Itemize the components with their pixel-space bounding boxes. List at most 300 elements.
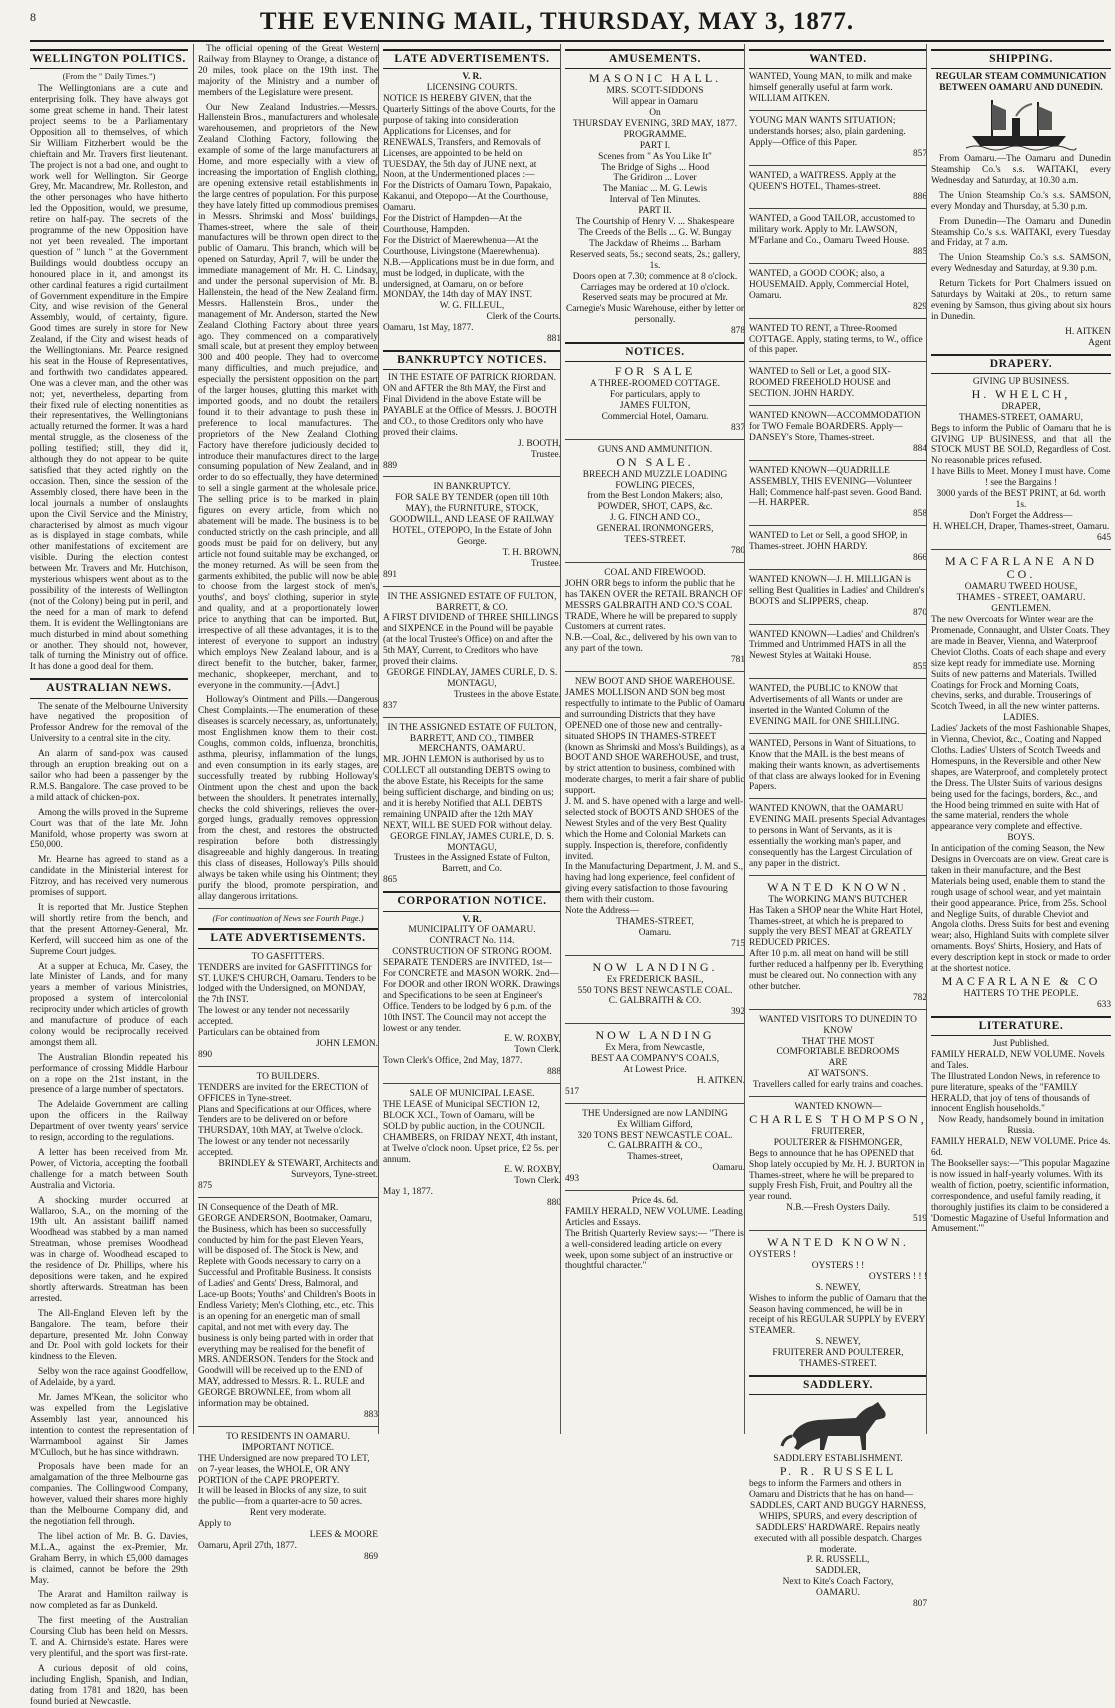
ad-signature: Agent [1088,337,1111,348]
ad-bootmaker-business [198,1203,378,1421]
ad-text: Just Published. [992,1039,1050,1050]
ad-signature: E. W. ROXBY, [504,1165,561,1176]
ad-number: 866 [912,553,927,564]
ad-text: YOUNG MAN WANTS SITUATION; understands horses; also, plain gardening. Apply—Office of this Paper. [749,116,906,148]
divider [749,798,927,799]
ad-bankruptcy [383,482,561,580]
ad-title: GIVING UP BUSINESS. [972,376,1070,387]
ad-title: LICENSING COURTS. [426,83,518,94]
ad-number: 781 [730,655,745,666]
ad-text: Ladies' Jackets of the most Fashionable Shapes, in Vienna, Cheviot, &c., Coating and Napped Cloths. Ladies' Ulsters of Scotch Tweeds and Homespuns, in the Reversible and other New shapes, are Waterproof, and completely protect the Dress. The Ulster Suits of various designs being used for the facings, borders, &c., and the Hood being trimmed en suite with Hat of the same material, renders the whole appearance very complete and effective. [931,724,1111,833]
ad-title: SALE OF MUNICIPAL LEASE. [409,1089,535,1100]
section-heading-australian: AUSTRALIAN NEWS. [30,678,188,698]
ad-signature: Town Clerk. [514,1045,561,1056]
column-3 [378,44,565,1434]
ad-text: FOR SALE BY TENDER (open till 10th MAY), the FURNITURE, STOCK, GOODWILL, AND LEASE OF RAILWAY HOTEL, OTEPOPO, In the Estate of John George. [389,493,555,547]
merchant-name: H. WHELCH, [971,386,1071,401]
ad-text: Price 4s. 6d. [631,1196,679,1207]
ad-text: WANTED to Let or Sell, a good SHOP, in Thames-street. JOHN HARDY. [749,531,908,553]
ad-text: WANTED, a WAITRESS. Apply at the QUEEN'S HOTEL, Thames-street. [749,170,896,192]
divider [383,476,561,477]
ad-text: OYSTERS ! ! ! [868,1271,927,1282]
ad-text: Oamaru. [712,1163,745,1174]
page-mark: 8 [30,10,36,24]
ad-text: In the Manufacturing Department, J. M. and S., having had long experience, feel confident of giving every satisfaction to those favouring them with their custom. [565,862,744,906]
divider [749,165,927,166]
ad-title: MACFARLANE AND CO. [944,553,1098,582]
ad-text: The new Overcoats for Winter wear are the Promenade, Connaught, and Ulster Coats. They are made in Beaver, Vienna, and Waterproof Cheviot Cloths. Coats of each shape and every size kept ready for immediate use. Morning Suits of new patterns and Materials. Twilled Coatings for Frock and Morning Coats, chevins, serks, and durable. Trouserings of Scotch Tweed, in all the new winter patterns. [931,615,1110,713]
ad-number: 519 [912,1214,927,1225]
section-heading-saddlery: SADDLERY. [749,1375,927,1395]
royal-vr: V. R. [462,914,482,925]
ad-text: Particulars can be obtained from [198,1028,320,1039]
wanted-ad [749,214,927,258]
ad-number: 891 [383,569,398,580]
divider [749,678,927,679]
ad-text: Begs to inform the Public of Oamaru that he is GIVING UP BUSINESS, and that all the STOCK MUST BE SOLD, Regardless of Cost. No reasonable prices refused. [931,423,1111,467]
ad-oysters [749,1236,927,1370]
section-heading-literature: LITERATURE. [931,1016,1111,1036]
ad-number: 889 [383,460,398,471]
ad-title: COAL AND FIREWOOD. [604,567,706,578]
ad-bankruptcy [383,592,561,712]
ad-coal-firewood [565,568,745,666]
ad-text: POWDER, SHOT, CAPS, &c. [597,502,713,513]
ad-number: 855 [912,662,927,673]
ad-title: WANTED VISITORS TO DUNEDIN TO KNOW [759,1014,917,1036]
section-heading-bankruptcy: BANKRUPTCY NOTICES. [383,350,561,370]
ad-number: 517 [565,1086,580,1097]
ad-text: The Illustrated London News, in reference to pure literature, speaks of the "FAMILY HERALD, that joy of tens of thousands of innocent English households." [931,1071,1100,1115]
column-6 [926,44,1115,1434]
ad-saddlery [749,1454,927,1610]
steamship-icon [966,96,1076,152]
programme-item: The Gridiron ... Lover [613,173,697,184]
ad-title: FAMILY HERALD, NEW VOLUME. Leading Articles and Essays. [565,1206,743,1228]
ad-signature: OAMARU. [815,1588,860,1599]
source-line: (From the " Daily Times.") [62,71,156,82]
ad-cottage-sale [565,365,745,433]
ad-signature: BRINDLEY & STEWART, Architects and Surveyors, Tyne-street. [218,1159,378,1180]
ad-title: IN THE ESTATE OF PATRICK RIORDAN. [387,373,556,384]
ad-literature [931,1039,1111,1235]
ad-date: Oamaru, April 27th, 1877. [198,1540,297,1551]
ad-title: FAMILY HERALD, NEW VOLUME. Novels and Tales. [931,1049,1105,1071]
ad-number: 837 [383,700,398,711]
ad-text: 3000 yards of the BEST PRINT, at 6d. worth 1s. [936,489,1106,510]
ad-number: 883 [363,1410,378,1421]
ad-macfarlane [931,555,1111,1011]
ad-text: Reserved seats may be procured at Mr. Carnegie's Music Warehouse, either by letter or personally. [565,293,745,326]
ad-text: CONSTRUCTION OF STRONG ROOM. [392,947,552,958]
ad-number: 392 [730,1007,745,1018]
continuation-note: (For continuation of News see Fourth Page.) [212,913,364,923]
ad-text: Carriages may be ordered at 10 o'clock. [580,282,730,293]
divider [383,586,561,587]
ad-signature: GEORGE FINDLAY, JAMES CURLE, D. S. MONTAGU, [386,667,558,689]
ad-text: N.B.—Fresh Oysters Daily. [786,1203,890,1214]
divider [749,875,927,876]
ad-text: SEPARATE TENDERS are INVITED, 1st—For CONCRETE and MASON WORK. 2nd—For DOOR and other IRON WORK. Drawings and Specifications to be seen at Engineer's Office. Tenders to be lodged by 6 p.m. of the 10th INST. The Council may not accept the lowest or any tender. [383,958,560,1034]
ad-text: WANTED KNOWN—ACCOMMODATION for TWO Female BOARDERS. Apply—DANSEY's Store, Thames-street. [749,411,921,443]
divider [749,208,927,209]
wanted-ad [749,411,927,455]
divider [749,569,927,570]
ad-text: THAMES-STREET, [616,917,694,927]
ad-text: PROGRAMME. [623,129,687,140]
ad-signature: THAMES-STREET. [799,1359,877,1370]
ad-text: THE Undersigned are now prepared TO LET, on 7-year leases, the WHOLE, OR ANY PORTION of the CAPE PROPERTY. [198,1453,370,1486]
ad-title: FOR SALE [614,364,696,379]
ad-title: TO GASFITTERS. [251,951,325,962]
ad-text: The Bookseller says:—"This popular Magazine is now issued in half-yearly volumes. With its wealth of fiction, poetry, scientific information, correspondence, and useful family reading, it thoroughly justifies its claim to be considered a 'Domestic Magazine of Useful Information and Amusement.'" [931,1159,1110,1235]
ad-title: WANTED KNOWN. [767,1235,909,1250]
event-date: THURSDAY EVENING, 3RD MAY, 1877. [572,118,738,129]
ad-title: GUNS AND AMMUNITION. [597,444,713,455]
wanted-ad [749,171,927,204]
ad-municipal-lease [383,1089,561,1209]
ad-signature: Trustees in the above Estate. [453,689,561,700]
wanted-ad [749,72,927,105]
divider [749,110,927,111]
column-5 [744,44,931,1610]
ad-text: ARE [828,1058,848,1069]
ad-text: Ex Mera, from Newcastle, [605,1043,705,1054]
ad-signature: SADDLER, [815,1566,861,1577]
ad-text: C. GALBRAITH & CO. [608,996,702,1007]
ad-now-landing [565,1029,745,1097]
ad-title: TO RESIDENTS IN OAMARU. [226,1431,350,1442]
divider [565,562,745,563]
wanted-ad [749,466,927,521]
merchant-name: CHARLES THOMPSON, [749,1112,927,1127]
ad-number: 645 [1096,532,1111,543]
ad-bankruptcy [383,723,561,887]
ad-text: 320 TONS BEST NEWCASTLE COAL. [577,1130,733,1141]
divider [749,525,927,526]
ad-text: Ex William Gifford, [617,1119,693,1130]
ad-text: H. WHELCH, Draper, Thames-street, Oamaru. [932,521,1110,532]
ad-text: NOTICE IS HEREBY GIVEN, that the Quarterly Sittings of the above Courts, for the purpose of taking into consideration Applications for Licenses, and for RENEWALS, Transfers, and Removals of Licenses, are appointed to be held on TUESDAY, the 5th day of JUNE next, at Noon, at the Undermentioned places :— [383,94,556,181]
ad-text: THAT THE MOST [801,1036,875,1047]
divider [198,1197,378,1198]
section-heading-drapery: DRAPERY. [931,354,1111,374]
ad-text: OYSTERS ! [749,1249,797,1260]
ad-title: REGULAR STEAM COMMUNICATION BETWEEN OAMARU AND DUNEDIN. [935,72,1107,94]
news-item: A curious deposit of old coins, including English, Spanish, and Indian, dating from 1781 and 1820, has been found buried at Newcastle. [30,1663,188,1707]
news-item: A shocking murder occurred at Wallaroo, S.A., on the morning of the 19th ult. An assistant bailiff named Woodhead was stabbed by a man named Streatman, whose premises Woodhead was in charge of. Woodhead escaped to the residence of Dr. Phillips, where his depositions were taken, and he expired shortly afterwards. Streatman has been arrested. [30,1195,188,1304]
ad-signature: S. NEWEY, [815,1337,861,1348]
ad-title: THE Undersigned are now LANDING [582,1108,728,1119]
ad-number: 884 [912,443,927,454]
ad-text: ON SALE. [616,454,694,469]
ad-title: NEW BOOT AND SHOE WAREHOUSE. [574,677,736,688]
ad-text: IMPORTANT NOTICE. [241,1442,335,1453]
section-heading-late-ads: LATE ADVERTISEMENTS. [198,928,378,948]
royal-vr: V. R. [462,72,482,83]
news-item: An alarm of sand-pox was caused through an eruption breaking out on a sailor who had been a passenger by the R.M.S. Bangalore. The case proved to be a mild attack of chicken-pox. [30,749,188,803]
news-item: At a supper at Echuca, Mr. Casey, the late Minister of Lands, and for many years a member of various Ministries, proposed a system of intercolonial reciprocity under which articles of growth and manufacture of produce of each colony would be reciprocally received amongst them all. [30,961,189,1048]
ad-text: WANTED KNOWN—Ladies' and Children's Trimmed and Untrimmed HATS in all the Newest Styles at Waitaki House. [749,629,920,662]
ad-text: Don't Forget the Address— [969,510,1073,521]
ad-text: Has Taken a SHOP near the White Hart Hotel, Thames-street, at which he is prepared to supply the very BEST MEAT at GREATLY REDUCED PRICES. [749,905,923,949]
divider [931,549,1111,550]
ad-text: Thames-street, [627,1152,683,1163]
ad-signature: Trustee. [530,449,561,460]
ad-text: The WORKING MAN'S BUTCHER [768,894,908,905]
ad-text: Wishes to inform the public of Oamaru that the Season having commenced, he will be in receipt of his REGULAR SUPPLY by EVERY STEAMER. [749,1293,927,1337]
ad-text: JAMES MOLLISON AND SON beg most respectfully to intimate to the Public of Oamaru and surrounding Districts that they have OPENED one of those new and centrally-situated SHOPS IN THAMES-STREET (known as Shrimski and Moss's Buildings), as a BOOT AND SHOE WAREHOUSE, and trust, by strict attention to business, combined with moderate charges, to merit a fair share of public support. [565,687,745,797]
news-item: The first meeting of the Australian Coursing Club has been held on Messrs. T. and A. Chirnside's estate. Hares were very plentiful, and the sport was first-rate. [30,1616,188,1659]
divider [565,671,745,672]
ad-date: Oamaru, 1st May, 1877. [383,323,474,334]
ad-text: Doors open at 7.30; commence at 8 o'clock. [572,271,738,282]
ad-text: WANTED TO RENT, a Three-Roomed COTTAGE. Apply, stating terms, to W., office of this paper. [749,323,923,356]
ad-number: 870 [912,607,927,618]
ad-masonic-hall [565,72,745,337]
programme-item: The Jackdaw of Rheims ... Barham [589,238,721,249]
divider [749,1096,927,1097]
ad-signature: H. AITKEN [1065,326,1111,337]
ad-text: TENDERS are invited for the ERECTION of OFFICES in Tyne-street. [198,1082,369,1104]
ad-text: The lowest or any tender not necessarily accepted. [198,1137,350,1159]
ad-text: THAMES - STREET, OAMARU. [956,593,1086,604]
ad-signature: P. R. RUSSELL, [806,1555,870,1566]
divider [198,1066,378,1067]
ad-title: FAMILY HERALD, NEW VOLUME. Price 4s. 6d. [931,1137,1111,1159]
schedule-line: From Oamaru.—The Oamaru and Dunedin Steamship Co.'s s.s. WAITAKI, every Wednesday and Saturday, at 10.30 a.m. [931,154,1111,186]
ad-residents [198,1432,378,1563]
ad-text: H. AITKEN. [696,1075,745,1086]
divider [565,439,745,440]
ad-text: It will be leased in Blocks of any size, to suit the public—from a quarter-acre to 50 acres. [198,1486,367,1508]
wanted-ad [749,531,927,564]
divider [749,405,927,406]
ad-butcher [749,881,927,1004]
programme-item: The Bridge of Sighs ... Hood [600,162,710,173]
ad-number: 888 [546,1067,561,1078]
news-item: The All-England Eleven left by the Bangalore. The team, before their departure, presented Mr. John Conway and Dr. Pool with gold lockets for their kindness to the Eleven. [30,1308,188,1363]
ad-text: Travellers called for early trains and coaches. [752,1080,924,1091]
ad-licensing [383,94,561,345]
ad-family-herald [565,1196,745,1272]
section-heading-corporation: CORPORATION NOTICE. [383,891,561,911]
ad-number: 881 [546,334,561,345]
ad-whelch [931,377,1111,544]
divider [565,1023,745,1024]
ad-text: TENDERS are invited for GASFITTINGS for ST. LUKE'S CHURCH, Oamaru. Tenders to be lodged with the Undersigned, on MONDAY, the 7th INST. [198,962,377,1006]
ad-charles-thompson [749,1102,927,1225]
ad-title: NOW LANDING. [592,959,718,974]
ad-text: ON and AFTER the 8th MAY, the First and Final Dividend in the above Estate will be PAYABLE at the Office of Messrs. J. BOOTH and CO., to those Creditors only who have proved their claims. [383,384,557,438]
ad-text: For the District of Hampden—At the Courthouse, Hampden. [383,214,522,236]
ad-text: SADDLES, CART AND BUGGY HARNESS, WHIPS, SPURS, and every description of SADDLERS' HARDWARE. Repairs neatly executed with all possible despatch. Charges moderate. [749,1500,927,1555]
masthead-rule [30,40,1104,42]
ad-signature: Next to Kite's Coach Factory, [782,1577,894,1588]
ad-number: 875 [198,1180,213,1191]
wanted-ad [749,630,927,674]
divider [383,1083,561,1084]
newspaper-title: THE EVENING MAIL, THURSDAY, MAY 3, 1877. [259,8,855,35]
wanted-ad [749,324,927,357]
ad-signature: GEORGE FINLAY, JAMES CURLE, D. S. MONTAGU, [390,831,554,853]
ad-text: Rent very moderate. [249,1508,327,1519]
divider [749,733,927,734]
divider [749,460,927,461]
ad-number: 869 [363,1551,378,1562]
merchant-name: P. R. RUSSELL [779,1464,897,1479]
ad-text: CONTRACT No. 114. [429,936,515,947]
ad-text: Interval of Ten Minutes. [609,195,701,206]
column-4 [560,44,749,1434]
ad-text: JOHN ORR begs to inform the public that he has TAKEN OVER the RETAIL BRANCH OF MESSRS GALBRAITH AND CO.'S COAL TRADE, Where he will be prepared to supply Customers at current rates. [565,578,743,633]
ad-text: Begs to announce that he has OPENED that Shop lately occupied by Mr. H. J. BURTON in Thames-street, where he will be prepared to supply Fresh Fish, Fruit, and Poultry all the year round. [749,1148,925,1203]
ad-text: JAMES FULTON, [619,401,691,412]
ad-title: IN BANKRUPTCY. [433,482,511,493]
ad-number: 780 [730,546,745,556]
column-2 [193,44,382,1562]
ad-text: The British Quarterly Review says:— "There is a well-considered leading article on every week, upon some subject of an instructive or thoughtful character." [565,1228,744,1272]
news-item: It is reported that Mr. Justice Stephen will shortly retire from the bench, and that the present Attorney-General, Mr. Kerferd, will succeed him as one of the Supreme Court judges. [30,902,188,957]
ad-text: 550 TONS BEST NEWCASTLE COAL. [577,985,733,996]
ad-signature: FRUITERER AND POULTERER, [772,1348,904,1359]
ad-signature: Clerk of the Courts. [486,312,561,323]
ad-text: J. G. FINCH AND CO., [609,513,701,524]
section-heading-late-ads: LATE ADVERTISEMENTS. [383,49,561,69]
ad-signature: Town Clerk. [514,1176,561,1187]
news-item: Proposals have been made for an amalgamation of the three Melbourne gas companies. The Collingwood Company, however, valued their shares more highly than the Melbourne Company did, and the negotiation fell through. [30,1462,188,1527]
divider [749,1009,927,1010]
ad-title: SADDLERY ESTABLISHMENT. [773,1454,903,1465]
ad-subheading: LADIES. [1003,713,1039,724]
divider [565,955,745,956]
ad-text: OYSTERS ! ! [811,1260,865,1271]
ad-number: 885 [912,247,927,258]
section-heading-wanted: WANTED. [749,49,927,69]
ad-title: TO BUILDERS. [256,1071,320,1082]
ad-text: WANTED, Persons in Want of Situations, to Know that the MAIL is the best means of making their wants known, as advertisements of that class are always looked for in Evening Papers. [749,738,921,793]
ad-text: WANTED, Young MAN, to milk and make himself generally useful at farm work. WILLIAM AITKEN. [749,72,912,105]
news-item: The official opening of the Great Western Railway from Blayney to Orange, a distance of 20 miles, took place on the 19th inst. The majority of the Ministry and a number of members of the Legislature were present. [198,44,378,98]
ad-text: PART I. [639,140,671,151]
wanted-ad [749,269,927,313]
ad-signature: W. G. FILLEUL, [439,301,505,312]
merchant-name: S. NEWEY, [815,1282,861,1293]
ad-date: May 1, 1877. [383,1187,433,1198]
programme-item: The Courtship of Henry V. ... Shakespeare [575,217,735,228]
ad-number: 633 [1096,999,1111,1010]
ad-subheading: GENTLEMEN. [991,604,1051,615]
ad-signature: Trustees in the Assigned Estate of Fulton, Barrett, and Co. [393,853,551,875]
news-item: Mr. James M'Kean, the solicitor who was expelled from the Legislative Assembly last year, announced his intention to contest the representation of Warrnambool against Sir James M'Culloch, but he has since withdrawn. [30,1393,188,1458]
news-item: The Australian Blondin repeated his performance of crossing Middle Harbour on a rope on the 21st instant, in the presence of a large number of spectators. [30,1052,188,1096]
ad-number: 493 [565,1174,580,1185]
ad-number: 890 [198,1049,213,1060]
ad-text: Oamaru. [638,927,672,938]
ad-text: begs to inform the Farmers and others in Oamaru and Districts that he has on hand— [749,1479,914,1500]
masthead [0,0,1114,38]
ad-text: Plans and Specifications at our Offices, where Tenders are to be delivered on or before THURSDAY, 10th MAY, at Twelve o'clock. [198,1104,371,1137]
schedule-line: The Union Steamship Co.'s s.s. SAMSON, every Wednesday and Saturday, at 9.30 p.m. [931,253,1111,275]
ad-text: After 10 p.m. all meat on hand will be still further reduced a halfpenny per lb. Everything must be cleared out. No connection with any other butcher. [749,949,924,992]
programme-item: The Creeds of the Bells ... G. W. Bungay [578,228,732,239]
ad-text: WANTED, a Good TAILOR, accustomed to military work. Apply to Mr. LAWSON, M'Farlane and Co., Oamaru Tweed House. [749,214,915,247]
section-heading-wellington: WELLINGTON POLITICS. [30,49,188,69]
divider [749,624,927,625]
news-item: The libel action of Mr. B. G. Davies, M.L.A., against the ex-Premier, Mr. Graham Berry, in which £5,000 damages is claimed, cannot be before the 29th May. [30,1531,188,1586]
ad-signature: E. W. ROXBY, [504,1034,561,1045]
ad-coal-landing [565,1109,745,1185]
ad-title: WANTED KNOWN— [794,1102,882,1113]
divider [749,361,927,362]
wanted-ad [749,116,927,160]
ad-text: MR. JOHN LEMON is authorised by us to COLLECT all outstanding DEBTS owing to the above Estate, his Receipts for the same being sufficient discharge, and binding on us; and it is hereby Notified that ALL DEBTS remaining UNPAID after the 12th MAY NEXT, WILL BE SUED FOR without delay. [383,755,554,831]
ad-text: WANTED to Sell or Let, a good SIX-ROOMED FREEHOLD HOUSE and SECTION. JOHN HARDY. [749,367,891,400]
ad-text: POULTERER & FISHMONGER, [773,1137,903,1148]
ad-title: MUNICIPALITY OF OAMARU. [408,925,536,936]
ad-text: Commercial Hotel, Oamaru. [601,412,709,423]
ad-text: PART II. [638,206,672,217]
ad-text: N.B.—Coal, &c., delivered by his own van to any part of the town. [565,633,737,655]
ad-text: AT WATSON'S. [807,1069,869,1080]
ad-text: THE LEASE of Municipal SECTION 12, BLOCK XCI., Town of Oamaru, will be SOLD by public auction, in the COUNCIL CHAMBERS, on FRIDAY NEXT, 4th instant, at Twelve o'clock noon. Upset price, £2 5s. per annum. [383,1100,559,1165]
ad-signature: HATTERS TO THE PEOPLE. [963,988,1079,999]
ad-signature: LEES & MOORE [309,1530,378,1541]
section-heading-shipping: SHIPPING. [931,49,1111,69]
ad-number: 865 [383,875,398,886]
ad-text: For particulars, apply to [609,390,701,401]
divider [383,717,561,718]
ad-number: 782 [912,992,927,1003]
ad-date: Town Clerk's Office, 2nd May, 1877. [383,1056,523,1067]
advertorial: Our New Zealand Industries.—Messrs. Hallenstein Bros., manufacturers and wholesale warehousemen, and proprietors of the New Zealand Clothing Factory, following the example of some of the large manufacturers at Home, and more especially with a view of increasing the importation of English clothing, are opening extensive retail establishments in the large centres of population. For this purpose they have lately fitted up commodious premises in Messrs. Shrimski and Moss' buildings, Thames-street, where the sale of their manufactures will be thrown open direct to the public of Oamaru. This branch, which will be opened on Saturday, April 7, will be under the immediate management of Mr. H. C. Lindsay, and under the personal supervision of Mr. B. Hallenstein, the head of the New Zealand firm. Messrs. Hallenstein Bros., under the management of Mr. Anderson, started the New Zealand Clothing Factory about three years ago. They commenced on a comparatively small scale, but at present they employ between 300 and 400 people. They had to overcome many difficulties, and much prejudice, and especially the persistent opposition on the part of the larger houses, glutting this market with imported goods, and no doubt the retailers found it to their advantage to push these in preference to local manufactures. The proprietors of the New Zealand Clothing Factory have therefore judiciously decided to introduce their manufactures direct to the large consuming population of New Zealand, and in order to do so effectually, they have determined to sell a single garment at the wholesale price. The selling price is to be marked in plain figures on every article, from which no abatement will be made. The business is to be conducted strictly on the cash principle, and all goods must be paid for on delivery, but any article not found suitable may be exchanged, or the money returned. As will be seen from the garments exhibited, the public will now be able to choose from the largest stock of men's, youths', and boys' clothing, superior in style and quality, and at a proportionately lower price to anything that can be imported. But, irrespective of all these advantages, it is to the interest of everyone to support an industry which employs New Zealand labour, and is a direct benefit to the butcher, baker, farmer, mechanic, shopkeeper, merchant, and to everyone in the community.—[Advt.] [198,102,378,691]
column-1 [30,44,192,1707]
news-item: The senate of the Melbourne University have negatived the proposition of Professor Andrew for the removal of the University to a central site in the city. [30,701,188,745]
ad-text: On [649,108,661,119]
horse-icon [778,1398,898,1454]
ad-builders [198,1072,378,1192]
ad-number: 886 [912,192,927,203]
news-item: The Ararat and Hamilton railway is now completed as far as Dunkeld. [30,1590,188,1612]
ad-text: from the Best London Makers; also, [587,491,723,502]
ad-number: 715 [730,938,745,949]
ad-text: TEES-STREET. [624,535,686,546]
news-item: Selby won the race against Goodfellow, of Adelaide, by a yard. [30,1367,188,1389]
ad-text: COMFORTABLE BEDROOMS [776,1047,900,1058]
ad-title: IN THE ASSIGNED ESTATE OF FULTON, BARRETT, AND CO., TIMBER MERCHANTS, OAMARU. [387,722,557,755]
ad-number: 829 [912,301,927,312]
schedule-line: The Union Steamship Co.'s s.s. SAMSON, every Monday and Thursday, at 5.30 p.m. [931,190,1111,212]
ad-signature: T. H. BROWN, [502,547,561,558]
ad-corporation [383,915,561,1079]
ad-text: J. M. and S. have opened with a large and well-selected stock of BOOTS AND SHOES of the Newest Styles and of the very Best Quality which the Home and Colonial Markets can supply. Inspection is, therefore, confidently invited. [565,797,744,862]
schedule-line: Return Tickets for Port Chalmers issued on Saturdays by Waitaki at 20s., to return same evening by Samson, thus giving about six hours in Dunedin. [931,279,1111,322]
programme-item: The Maniac ... M. G. Lewis [602,184,708,195]
wanted-ad [749,367,927,400]
article-paragraph: The Wellingtonians are a cute and enterprising folk. They have always got some great scheme in hand. Their latest project seems to be a Parliamentary Opposition all to themselves, of which Sir William Fitzherbert would be the chieftain and Mr. Travers first lieutenant. The project is not a bad one, and ought to work well for Wellington. Sir George Grey, Mr. Macandrew, Mr. Rolleston, and the other personages who have hitherto led the Opposition, would, we presume, retire on half-pay. The secrets of the programme of the new Opposition have not yet been revealed. The important question of " lunch " at the Government Buildings would doubtless occupy an honoured place in it, and amongst its other cardinal features a rigid curtailment of Government expenditure in the Empire City, and wise revision of the General Assembly, would, of certainty, figure. Good times are surely in store for New Zealand, if the City and wisest heads of the Wellingtonians. Mr. Pearce resigned his seat in the House of Representatives, and forthwith two candidates appeared. One was a clever man, and the other was not; yet, nevertheless, departing from their fixed rule of electing nonentities as their representatives, the Wellingtonians actually returned the former. It was a hard mental struggle, as the closeness of the polling testified; still, they did it, although they do not appear to be quite satisfied that they acted rightly on the occasion. Then, since the session of the Assembly closed, there have been in the local journals a number of onslaughts upon the Civil Service and the Ministry, characterised by almost as much vigour as is displayed in stage combats, while other manifestations of excitement are visible. During the election contest between Mr. Travers and Mr. Hutchison, mysterious whispers went about as to the possibility of the interests of Wellington (not of the Colony) being put in peril, and the need for a man of mark to defend them. It is evident the Wellingtonians are much disturbed in mind about something or another. They should not, however, talk of turning the Ministry out of office. It has done a good deal for them. [30,84,188,673]
ad-signature: JOHN LEMON. [316,1039,378,1050]
section-heading-notices: NOTICES. [565,342,745,362]
ad-text: Will appear in Oamaru [612,97,698,108]
ad-text: In anticipation of the coming Season, the New Designs in Overcoats are on view. Great care is taken in their manufacture, and the Best Materials being used, enable them to stand the rough usage of school wear, and yet maintain their good appearance. Price, from 25s. School and Neglige Suits, of durable Cheviot and Angola cloths. Dress Suits for best and evening wear; also, Highland Suits with complete silver ornaments. Boys' Shirts, Hosiery, and Hats of every description kept in stock or made to order at the shortest notice. [931,844,1111,975]
ad-text: A THREE-ROOMED COTTAGE. [589,379,721,390]
wanted-ad [749,739,927,794]
ad-title: MASONIC HALL. [588,71,722,86]
ad-now-landing [565,961,745,1019]
ad-guns [565,445,745,557]
ad-signature: J. BOOTH, [518,438,561,449]
wanted-ad [749,684,927,728]
